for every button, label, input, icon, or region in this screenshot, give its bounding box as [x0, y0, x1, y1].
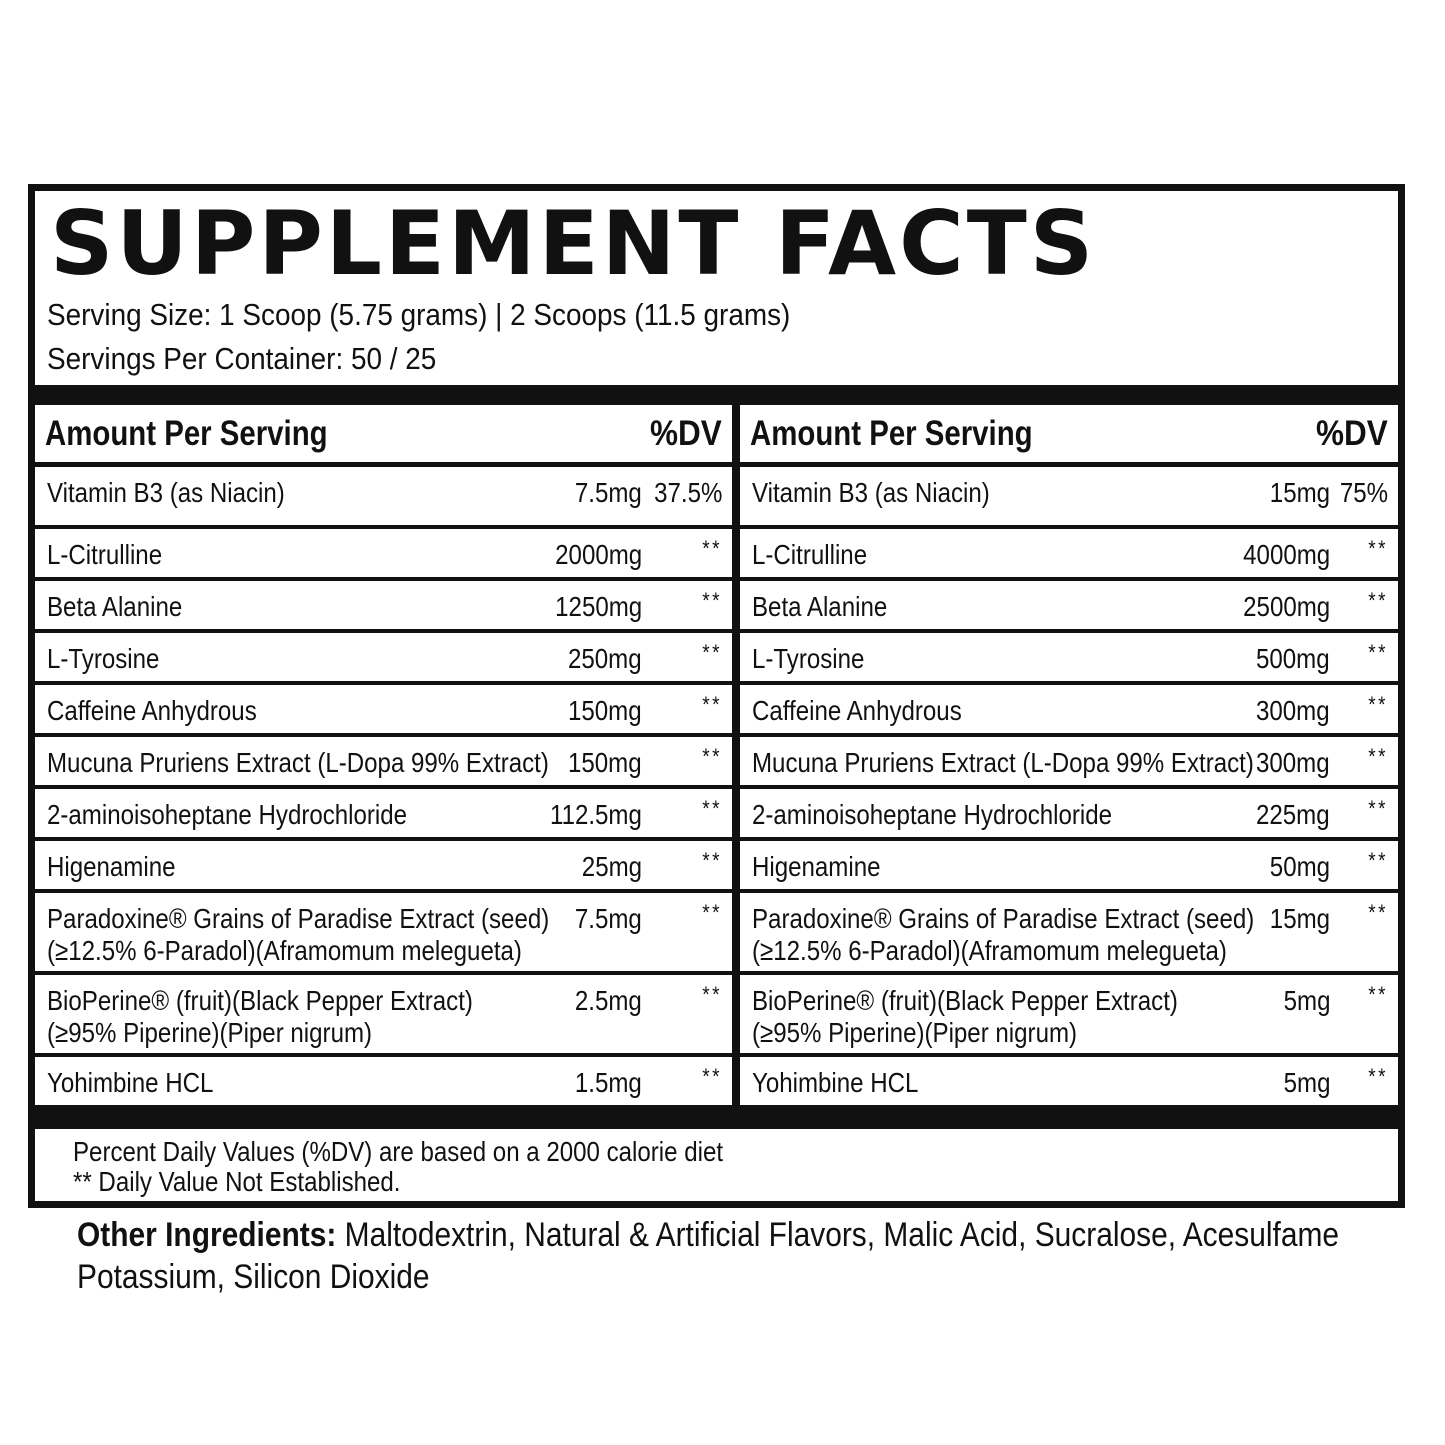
ingredient-amount: 5mg	[1283, 1067, 1330, 1098]
ingredient-row	[35, 841, 732, 893]
ingredient-row	[740, 633, 1398, 685]
ingredient-dv: **	[702, 1064, 722, 1089]
ingredient-name-line2: (≥95% Piperine)(Piper nigrum)	[752, 1017, 1078, 1048]
dv-heading: %DV	[1316, 414, 1388, 453]
ingredient-amount: 300mg	[1256, 747, 1330, 778]
ingredient-name: BioPerine® (fruit)(Black Pepper Extract)	[47, 985, 473, 1016]
ingredient-dv: **	[702, 692, 722, 717]
footnote-percent-dv: Percent Daily Values (%DV) are based on a 2000 calorie diet	[73, 1136, 724, 1167]
ingredient-amount: 2500mg	[1242, 591, 1330, 622]
ingredient-name: Higenamine	[47, 851, 176, 882]
ingredient-amount: 7.5mg	[575, 477, 642, 508]
ingredient-dv: **	[702, 982, 722, 1007]
other-ingredients-label: Other Ingredients:	[77, 1216, 337, 1254]
ingredient-rows	[35, 467, 732, 1105]
ingredient-dv: **	[1368, 744, 1388, 769]
ingredient-name: Mucuna Pruriens Extract (L-Dopa 99% Extract)	[752, 747, 1254, 778]
footer-divider-bar	[35, 1105, 1398, 1129]
ingredient-name-line2: (≥95% Piperine)(Piper nigrum)	[47, 1017, 373, 1048]
ingredient-name: L-Citrulline	[47, 539, 163, 570]
ingredient-dv: **	[1368, 848, 1388, 873]
ingredient-row	[35, 975, 732, 1057]
ingredient-row	[740, 841, 1398, 893]
ingredient-amount: 112.5mg	[550, 799, 642, 830]
ingredient-row	[35, 789, 732, 841]
ingredient-name: Beta Alanine	[47, 591, 183, 622]
header-divider-bar	[35, 385, 1398, 405]
ingredient-amount: 4000mg	[1242, 539, 1330, 570]
ingredient-row	[740, 893, 1398, 975]
ingredient-amount: 15mg	[1269, 903, 1330, 934]
ingredient-name: Mucuna Pruriens Extract (L-Dopa 99% Extract)	[47, 747, 549, 778]
ingredient-amount: 1250mg	[554, 591, 642, 622]
ingredient-row	[35, 467, 732, 529]
ingredient-name: BioPerine® (fruit)(Black Pepper Extract)	[752, 985, 1178, 1016]
ingredient-row	[35, 633, 732, 685]
ingredient-amount: 2.5mg	[575, 985, 642, 1016]
ingredient-name: Caffeine Anhydrous	[47, 695, 257, 726]
amount-per-serving-heading: Amount Per Serving	[45, 414, 328, 453]
ingredient-amount: 150mg	[568, 695, 642, 726]
ingredient-name: Yohimbine HCL	[752, 1067, 919, 1098]
ingredient-dv: **	[702, 900, 722, 925]
column-divider	[732, 405, 740, 1105]
ingredient-row	[740, 737, 1398, 789]
servings-per-container: Servings Per Container: 50 / 25	[47, 341, 437, 376]
ingredient-amount: 5mg	[1283, 985, 1330, 1016]
column-single-scoop	[35, 405, 732, 1105]
ingredient-row	[740, 1057, 1398, 1105]
ingredient-row	[740, 975, 1398, 1057]
ingredient-row	[35, 581, 732, 633]
ingredient-name: 2-aminoisoheptane Hydrochloride	[47, 799, 408, 830]
ingredient-amount: 500mg	[1256, 643, 1330, 674]
ingredient-dv: **	[702, 536, 722, 561]
ingredient-row	[740, 685, 1398, 737]
ingredient-dv: **	[1368, 900, 1388, 925]
ingredient-amount: 250mg	[568, 643, 642, 674]
ingredient-dv: **	[1368, 692, 1388, 717]
column-header	[35, 405, 732, 467]
other-ingredients-line2: Potassium, Silicon Dioxide	[77, 1258, 430, 1296]
ingredient-row	[35, 685, 732, 737]
ingredient-dv: **	[1368, 1064, 1388, 1089]
ingredient-dv: **	[1368, 588, 1388, 613]
ingredient-amount: 25mg	[581, 851, 642, 882]
ingredient-dv: **	[702, 588, 722, 613]
ingredient-row	[740, 467, 1398, 529]
ingredient-name: Yohimbine HCL	[47, 1067, 214, 1098]
ingredient-amount: 15mg	[1269, 477, 1330, 508]
ingredient-dv: **	[1368, 640, 1388, 665]
ingredient-row	[740, 529, 1398, 581]
ingredient-name-line2: (≥12.5% 6-Paradol)(Aframomum melegueta)	[752, 935, 1227, 966]
ingredient-amount: 2000mg	[554, 539, 642, 570]
ingredient-name: Beta Alanine	[752, 591, 888, 622]
supplement-facts-panel	[28, 184, 1405, 1208]
amount-per-serving-heading: Amount Per Serving	[750, 414, 1033, 453]
ingredient-dv: **	[1368, 536, 1388, 561]
other-ingredients-line1: Maltodextrin, Natural & Artificial Flavors, Malic Acid, Sucralose, Acesulfame	[336, 1216, 1340, 1254]
column-header	[740, 405, 1398, 467]
ingredient-row	[35, 1057, 732, 1105]
column-two-scoops	[740, 405, 1398, 1105]
ingredient-dv: **	[702, 640, 722, 665]
ingredient-dv: **	[1368, 982, 1388, 1007]
ingredient-dv: **	[702, 848, 722, 873]
ingredient-name: Vitamin B3 (as Niacin)	[752, 477, 990, 508]
ingredient-rows	[740, 467, 1398, 1105]
dv-heading: %DV	[650, 414, 722, 453]
ingredient-dv: **	[702, 744, 722, 769]
ingredient-row	[35, 893, 732, 975]
ingredient-name: L-Citrulline	[752, 539, 868, 570]
footnote-dv-not-established: ** Daily Value Not Established.	[73, 1166, 401, 1197]
ingredient-row	[740, 789, 1398, 841]
ingredient-amount: 7.5mg	[575, 903, 642, 934]
ingredient-dv: 37.5%	[653, 477, 722, 508]
ingredient-amount: 50mg	[1269, 851, 1330, 882]
ingredient-name: Paradoxine® Grains of Paradise Extract (seed)	[752, 903, 1255, 934]
ingredient-amount: 300mg	[1256, 695, 1330, 726]
ingredient-name-line2: (≥12.5% 6-Paradol)(Aframomum melegueta)	[47, 935, 522, 966]
ingredient-name: L-Tyrosine	[47, 643, 160, 674]
ingredient-name: Vitamin B3 (as Niacin)	[47, 477, 285, 508]
ingredient-name: Higenamine	[752, 851, 881, 882]
ingredient-row	[35, 737, 732, 789]
ingredient-name: Paradoxine® Grains of Paradise Extract (seed)	[47, 903, 550, 934]
ingredient-amount: 150mg	[568, 747, 642, 778]
ingredient-amount: 1.5mg	[575, 1067, 642, 1098]
ingredient-name: 2-aminoisoheptane Hydrochloride	[752, 799, 1113, 830]
ingredient-name: L-Tyrosine	[752, 643, 865, 674]
serving-size: Serving Size: 1 Scoop (5.75 grams) | 2 Scoops (11.5 grams)	[47, 297, 791, 332]
panel-title: SUPPLEMENT FACTS	[50, 192, 1097, 295]
ingredient-dv: **	[702, 796, 722, 821]
ingredient-name: Caffeine Anhydrous	[752, 695, 962, 726]
other-ingredients	[77, 1214, 1340, 1298]
ingredient-dv: **	[1368, 796, 1388, 821]
ingredient-row	[740, 581, 1398, 633]
ingredient-amount: 225mg	[1256, 799, 1330, 830]
ingredient-row	[35, 529, 732, 581]
ingredient-dv: 75%	[1339, 477, 1388, 508]
